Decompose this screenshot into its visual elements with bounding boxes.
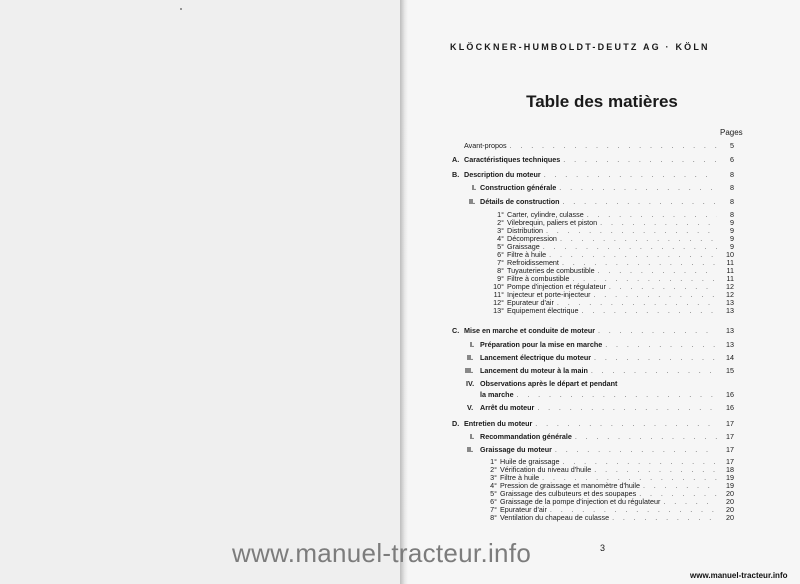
toc-entry-num: 8° bbox=[497, 266, 504, 275]
toc-entry bbox=[490, 306, 734, 315]
toc-entry-page: 16 bbox=[726, 390, 734, 399]
toc-entry-text: Epurateur d'air bbox=[500, 505, 547, 514]
toc-entry-num: V. bbox=[467, 403, 474, 412]
toc-leader bbox=[517, 390, 717, 399]
toc-entry-num: 2° bbox=[497, 218, 504, 227]
toc-entry-num: II. bbox=[467, 353, 473, 362]
toc-entry-num: III. bbox=[465, 366, 473, 375]
toc-leader bbox=[594, 353, 717, 362]
page-number: 3 bbox=[600, 543, 606, 553]
toc-leader bbox=[591, 366, 717, 375]
toc-entry-page: 9 bbox=[730, 226, 734, 235]
toc-entry-text: Filtre à huile bbox=[507, 250, 547, 259]
toc-entry-text: Description du moteur bbox=[464, 170, 541, 179]
toc-leader bbox=[612, 513, 717, 522]
toc-entry-text: Equipement électrique bbox=[507, 306, 579, 315]
toc-entry-text: Arrêt du moteur bbox=[480, 403, 535, 412]
toc-entry-page: 10 bbox=[726, 250, 734, 259]
toc-entry-page: 15 bbox=[726, 366, 734, 375]
toc-entry bbox=[467, 353, 734, 362]
toc-entry-page: 17 bbox=[726, 419, 734, 428]
toc-entry-num: 5° bbox=[490, 489, 497, 498]
page-title: Table des matières bbox=[526, 92, 678, 111]
toc-entry-page: 13 bbox=[726, 340, 734, 349]
toc-entry-text: Mise en marche et conduite de moteur bbox=[464, 326, 596, 335]
toc-entry-num: D. bbox=[452, 419, 460, 428]
toc-entry-text: Graissage des culbuteurs et des soupapes bbox=[500, 489, 637, 498]
toc-entry-text: Graissage du moteur bbox=[480, 445, 552, 454]
toc-entry-num: II. bbox=[467, 445, 473, 454]
toc-entry-text: Injecteur et porte-injecteur bbox=[507, 290, 591, 299]
toc-entry-page: 20 bbox=[726, 489, 734, 498]
toc-entry-text: Construction générale bbox=[480, 183, 557, 192]
toc-entry-text: Pompe d'injection et régulateur bbox=[507, 282, 606, 291]
toc-entry-text: Refroidissement bbox=[507, 258, 559, 267]
toc-entry-text: Filtre à combustible bbox=[507, 274, 570, 283]
toc-entry-page: 12 bbox=[726, 282, 734, 291]
toc-entry bbox=[452, 155, 734, 164]
toc-entry-text: Lancement du moteur à la main bbox=[480, 366, 588, 375]
toc-entry-page: 18 bbox=[726, 465, 734, 474]
toc-entry-page: 13 bbox=[726, 306, 734, 315]
toc-entry-num: 3° bbox=[497, 226, 504, 235]
toc-entry-text: Distribution bbox=[507, 226, 543, 235]
toc-entry-text: Vilebrequin, paliers et piston bbox=[507, 218, 598, 227]
toc-leader bbox=[562, 197, 717, 206]
toc-entry-text: Détails de construction bbox=[480, 197, 560, 206]
toc-entry-page: 8 bbox=[730, 197, 734, 206]
toc-entry-text: Graissage bbox=[507, 242, 540, 251]
toc-entry-num: 9° bbox=[497, 274, 504, 283]
toc-entry-text: Entretien du moteur bbox=[464, 419, 533, 428]
toc-entry bbox=[469, 197, 734, 206]
toc-entry-num: 8° bbox=[490, 513, 497, 522]
toc-entry-page: 8 bbox=[730, 210, 734, 219]
toc-entry-page: 17 bbox=[726, 445, 734, 454]
toc-entry bbox=[480, 390, 734, 399]
toc-entry-num: 4° bbox=[497, 234, 504, 243]
toc-entry-page: 11 bbox=[726, 266, 734, 275]
toc-entry-text: Tuyauteries de combustible bbox=[507, 266, 595, 275]
toc-entry-num: 10° bbox=[493, 282, 504, 291]
toc-entry-page: 6 bbox=[730, 155, 734, 164]
toc-leader bbox=[598, 326, 717, 335]
toc-entry-num: B. bbox=[452, 170, 460, 179]
toc-entry-page: 13 bbox=[726, 326, 734, 335]
toc-entry-num: 2° bbox=[490, 465, 497, 474]
toc-entry-num: 3° bbox=[490, 473, 497, 482]
toc-leader bbox=[544, 170, 717, 179]
toc-leader bbox=[537, 403, 717, 412]
toc-entry-page: 17 bbox=[726, 432, 734, 441]
toc-entry-text: Filtre à huile bbox=[500, 473, 540, 482]
toc-entry-page: 14 bbox=[726, 353, 734, 362]
toc-entry-num: 5° bbox=[497, 242, 504, 251]
toc-entry-text: Pression de graissage et manomètre d'huile bbox=[500, 481, 641, 490]
toc-entry-num: I. bbox=[470, 432, 474, 441]
toc-entry-text: Ventilation du chapeau de culasse bbox=[500, 513, 610, 522]
toc-leader bbox=[563, 155, 717, 164]
toc-entry-text: Epurateur d'air bbox=[507, 298, 554, 307]
toc-entry bbox=[467, 403, 734, 412]
toc-entry-page: 19 bbox=[726, 481, 734, 490]
toc-leader bbox=[582, 306, 717, 315]
toc-entry-num: 7° bbox=[490, 505, 497, 514]
pages-column-label: Pages bbox=[720, 128, 743, 137]
toc-entry-text: Huile de graissage bbox=[500, 457, 560, 466]
toc-entry-page: 8 bbox=[730, 170, 734, 179]
toc-entry-num: 6° bbox=[490, 497, 497, 506]
toc-entry-page: 9 bbox=[730, 218, 734, 227]
toc-entry-num: 11° bbox=[493, 290, 504, 299]
toc-entry-text: Lancement électrique du moteur bbox=[480, 353, 592, 362]
toc-entry-page: 8 bbox=[730, 183, 734, 192]
watermark-large: www.manuel-tracteur.info bbox=[232, 538, 532, 568]
toc-entry-page: 5 bbox=[730, 141, 734, 150]
toc-entry-text: Carter, cylindre, culasse bbox=[507, 210, 584, 219]
toc-entry-page: 11 bbox=[726, 274, 734, 283]
toc-entry-num: A. bbox=[452, 155, 460, 164]
toc-entry bbox=[470, 432, 734, 441]
toc-entry bbox=[452, 419, 734, 428]
toc-entry-text: Caractéristiques techniques bbox=[464, 155, 561, 164]
toc-entry-text: Préparation pour la mise en marche bbox=[480, 340, 603, 349]
toc-entry-num: 7° bbox=[497, 258, 504, 267]
toc-entry-num: 13° bbox=[493, 306, 504, 315]
toc-entry-text: Décompression bbox=[507, 234, 557, 243]
toc-entry-text: Observations après le départ et pendant bbox=[480, 379, 618, 388]
toc-leader bbox=[605, 340, 717, 349]
toc-entry-num: 6° bbox=[497, 250, 504, 259]
toc-entry bbox=[452, 326, 734, 335]
toc-entry-page: 11 bbox=[726, 258, 734, 267]
toc-entry-num: I. bbox=[470, 340, 474, 349]
toc-leader bbox=[535, 419, 717, 428]
toc-entry-text: Recommandation générale bbox=[480, 432, 572, 441]
toc-entry-num: 1° bbox=[497, 210, 504, 219]
toc-entry-num: I. bbox=[472, 183, 476, 192]
toc-entry-num: C. bbox=[452, 326, 460, 335]
toc-entry-page: 20 bbox=[726, 513, 734, 522]
toc-entry-text: Vérification du niveau d'huile bbox=[500, 465, 592, 474]
toc-entry-page: 17 bbox=[726, 457, 734, 466]
toc-entry-page: 9 bbox=[730, 234, 734, 243]
toc-entry-num: IV. bbox=[466, 379, 475, 388]
toc-entry bbox=[467, 445, 734, 454]
toc-entry-num: 1° bbox=[490, 457, 497, 466]
toc-entry-page: 9 bbox=[730, 242, 734, 251]
toc-entry-text: Avant-propos bbox=[464, 141, 507, 150]
watermark-small: www.manuel-tracteur.info bbox=[690, 571, 788, 580]
toc-entry-page: 19 bbox=[726, 473, 734, 482]
toc-entry-num: II. bbox=[469, 197, 475, 206]
toc-entry-num: 12° bbox=[493, 298, 504, 307]
toc-entry-page: 20 bbox=[726, 497, 734, 506]
toc-entry bbox=[472, 183, 734, 192]
toc-entry-page: 13 bbox=[726, 298, 734, 307]
toc-leader bbox=[555, 445, 717, 454]
toc-entry bbox=[470, 340, 734, 349]
toc-entry-text: Graissage de la pompe d'injection et du régulateur bbox=[500, 497, 661, 506]
toc-entry-page: 16 bbox=[726, 403, 734, 412]
toc-leader bbox=[575, 432, 717, 441]
toc-leader bbox=[559, 183, 717, 192]
toc-entry bbox=[465, 366, 734, 375]
toc-entry-text: la marche bbox=[480, 390, 514, 399]
toc-entry bbox=[466, 379, 734, 388]
toc-entry-page: 20 bbox=[726, 505, 734, 514]
publisher-header: KLÖCKNER-HUMBOLDT-DEUTZ AG · KÖLN bbox=[450, 42, 710, 52]
toc-entry bbox=[452, 170, 734, 179]
toc-entry bbox=[464, 141, 734, 150]
toc-entry-page: 12 bbox=[726, 290, 734, 299]
toc-entry-num: 4° bbox=[490, 481, 497, 490]
toc-leader bbox=[510, 141, 717, 150]
toc-entry bbox=[484, 513, 734, 522]
